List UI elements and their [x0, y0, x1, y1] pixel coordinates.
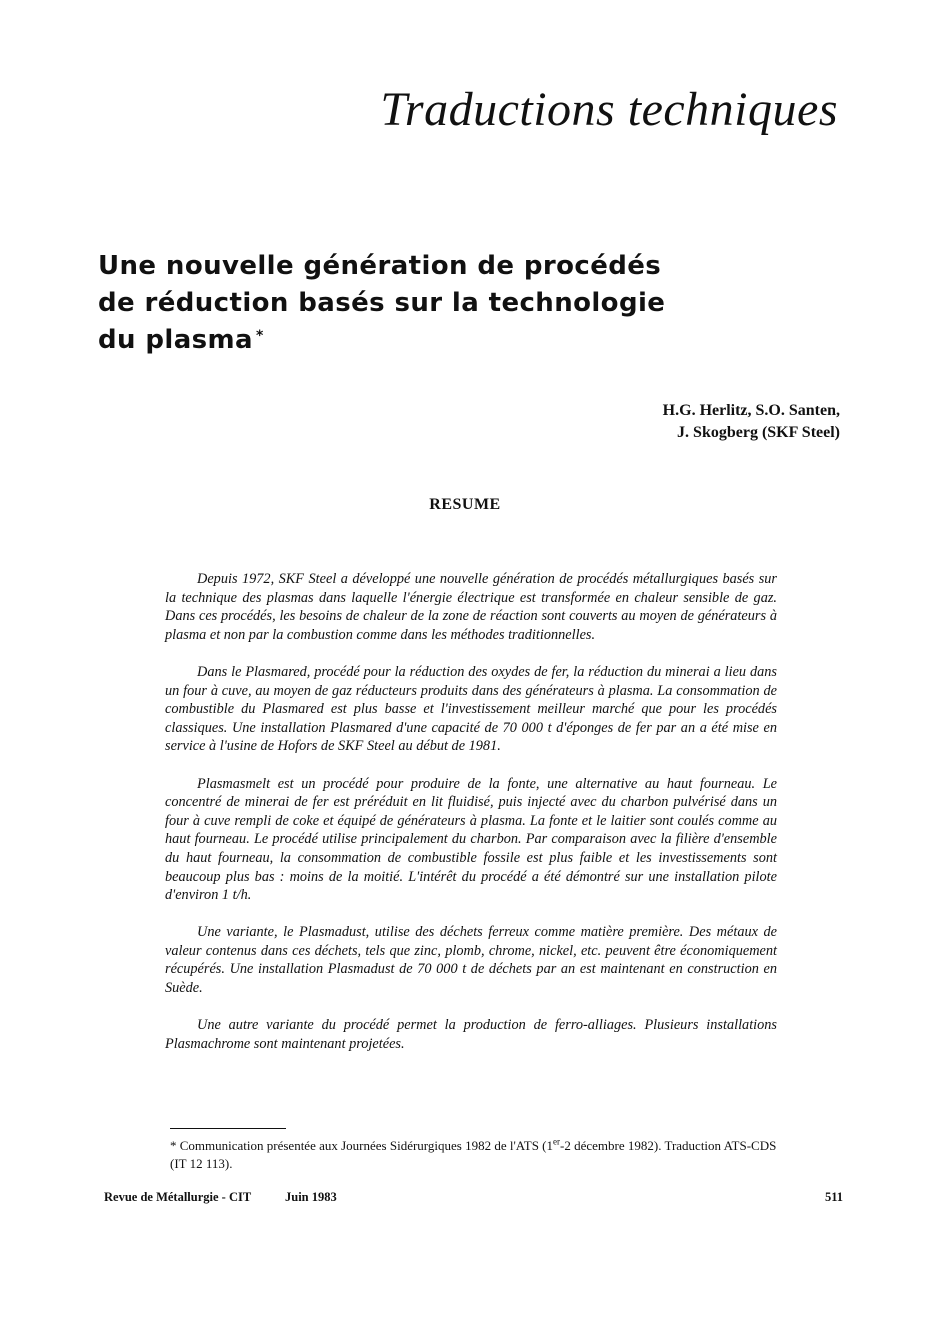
- abstract-paragraph: Une autre variante du procédé permet la production de ferro-alliages. Plusieurs installations Plasmachrome sont maintenant projetées.: [165, 1017, 777, 1052]
- footnote: [170, 1137, 785, 1173]
- resume-heading: RESUME: [429, 496, 501, 513]
- footnote-marker: *: [255, 328, 264, 344]
- abstract-paragraph: Une variante, le Plasmadust, utilise des déchets ferreux comme matière première. Des métaux de valeur contenus dans ces déchets, tels que zinc, plomb, chrome, nickel, etc. peuvent être économiquement récupérés. Une installation Plasmadust de 70 000 t de déchets par an est maintenant en construction en Suède.: [165, 924, 777, 997]
- footnote-superscript: er: [553, 1136, 561, 1147]
- title-line: [98, 322, 665, 359]
- section-header: Traductions techniques: [380, 83, 838, 136]
- abstract: [165, 570, 777, 1072]
- footnote-divider: [170, 1128, 286, 1129]
- footer-date: Juin 1983: [285, 1190, 337, 1204]
- footnote-text: * Communication présentée aux Journées Sidérurgiques 1982 de l'ATS (1: [170, 1138, 554, 1153]
- title-line: Une nouvelle génération de procédés: [98, 251, 662, 281]
- abstract-paragraph: Depuis 1972, SKF Steel a développé une nouvelle génération de procédés métallurgiques basés sur la technique des plasmas dans laquelle l'énergie électrique est transformée en chaleur sensible de gaz. Dans ces procédés, les besoins de chaleur de la zone de réaction sont couverts au moyen de générateurs à plasma et non par la combustion comme dans les méthodes traditionnelles.: [165, 571, 777, 643]
- authors: [663, 400, 840, 444]
- title-line: de réduction basés sur la technologie: [98, 288, 666, 318]
- authors-line: H.G. Herlitz, S.O. Santen,: [662, 402, 840, 419]
- footnote-text-continued: -2 décembre 1982). Traduction ATS-CDS (IT 12 113).: [170, 1138, 777, 1171]
- abstract-paragraph: Plasmasmelt est un procédé pour produire de la fonte, une alternative au haut fourneau. Le concentré de minerai de fer est préréduit en lit fluidisé, puis injecté avec du charbon pulvérisé dans un four à cuve rempli de coke et équipé de générateurs à plasma. La fonte et le laitier sont coulés comme au haut fourneau. Le procédé utilise principalement du charbon. Par comparaison avec la filière d'ensemble du haut fourneau, la consommation de combustible fossile est plus faible et les investissements sont beaucoup plus bas : moins de la moitié. L'intérêt du procédé a été démontré sur une installation pilote d'environ 1 t/h.: [165, 775, 777, 904]
- article-title: [98, 248, 665, 359]
- authors-line: J. Skogberg (SKF Steel): [677, 424, 840, 441]
- abstract-paragraph: Dans le Plasmared, procédé pour la réduction des oxydes de fer, la réduction du minerai a lieu dans un four à cuve, au moyen de gaz réducteurs produits dans des générateurs à plasma. La consommation de combustible du Plasmared est plus basse et l'investissement meilleur marché que pour les procédés classiques. Une installation Plasmared d'une capacité de 70 000 t d'éponges de fer par an a été mise en service à l'usine de Hofors de SKF Steel au début de 1981.: [165, 663, 777, 755]
- page-number: 511: [824, 1190, 843, 1204]
- footer-journal: Revue de Métallurgie - CIT: [104, 1190, 252, 1204]
- title-line-text: du plasma: [98, 325, 253, 355]
